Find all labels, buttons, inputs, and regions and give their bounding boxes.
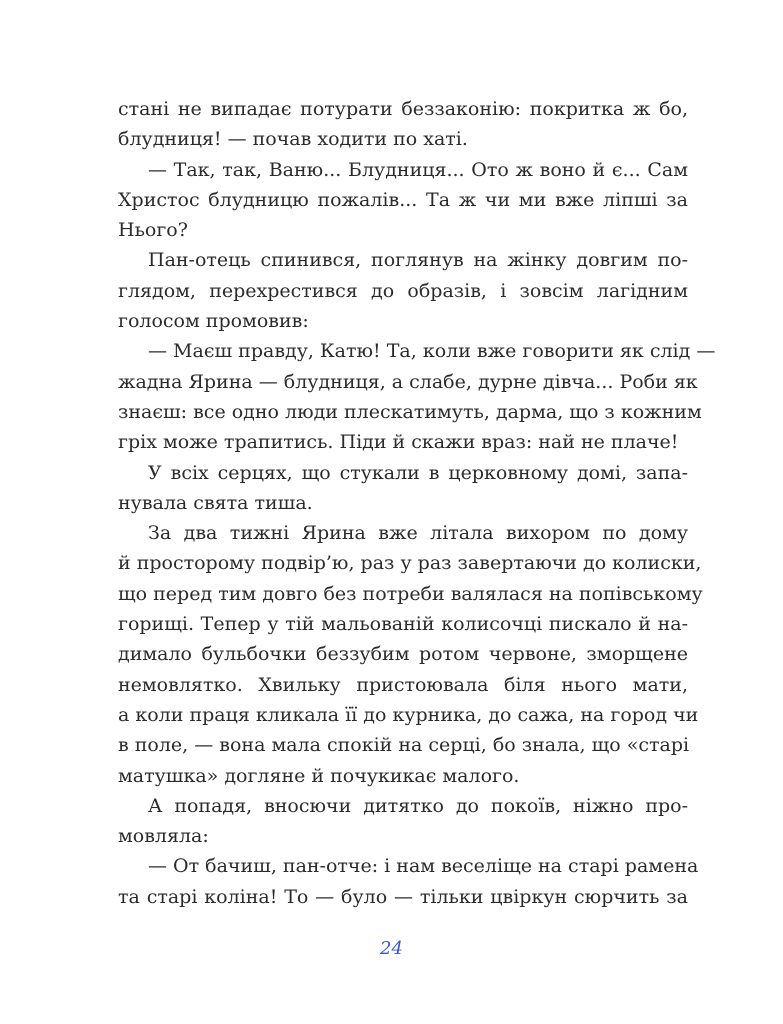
text-line: гріх може трапитись. Піди й скажи враз: най не плаче! [118,431,679,454]
text-line: А попадя, вносючи дитятко до покоїв, ніжно про- [148,794,688,817]
text-line: мовляла: [118,825,209,848]
text-line: глядом, перехрестився до образів, і зовсім лагідним [118,279,688,302]
text-line: що перед тим довго без потреби валялася на попівському [118,582,703,605]
text-line: та старі коліна! То — було — тільки цвіркун сюрчить за [118,885,688,908]
text-line: немовлятко. Хвильку пристоювала біля нього мати, [118,673,688,696]
text-line: — Так, так, Ваню... Блудниця... Ото ж воно й є... Сам [148,158,688,181]
text-line: — От бачиш, пан-отче: і нам веселіще на старі рамена [148,855,699,878]
text-line: горищі. Тепер у тій мальованій колисочці пискало й на- [118,613,688,636]
text-line: голосом промовив: [118,310,309,333]
text-line: За два тижні Ярина вже літала вихором по дому [148,522,688,545]
text-line: Пан-отець спинився, поглянув на жінку довгим по- [148,249,688,272]
text-line: жадна Ярина — блудниця, а слабе, дурне дівча... Роби як [118,370,698,393]
text-line: а коли праця кликала її до курника, до сажа, на город чи [118,703,699,726]
text-line: матушка» догляне й почукикає малого. [118,764,520,787]
text-line: нувала свята тиша. [118,491,313,514]
text-line: Христос блудницю пожалів... Та ж чи ми вже ліпші за [118,188,688,211]
text-line: — Маєш правду, Катю! Та, коли вже говорити як слід — [148,340,716,363]
text-line: стані не випадає потурати беззаконію: покритка ж бо, [118,98,688,120]
text-line: У всіх серцях, що стукали в церковному домі, запа- [148,461,688,484]
text-line: в поле, — вона мала спокій на серці, бо знала, що «старі [118,734,690,757]
text-line: Нього? [118,219,188,242]
text-line: й просторому подвір’ю, раз у раз завертаючи до колиски, [118,552,702,575]
page-number: 24 [380,938,403,959]
text-line: блудниця! — почав ходити по хаті. [118,128,468,151]
body-text [118,94,716,912]
text-line: знаєш: все одно люди плескатимуть, дарма, що з кожним [118,400,702,423]
text-line: дималo бульбочки беззубим ротом червоне, зморщене [118,643,688,666]
